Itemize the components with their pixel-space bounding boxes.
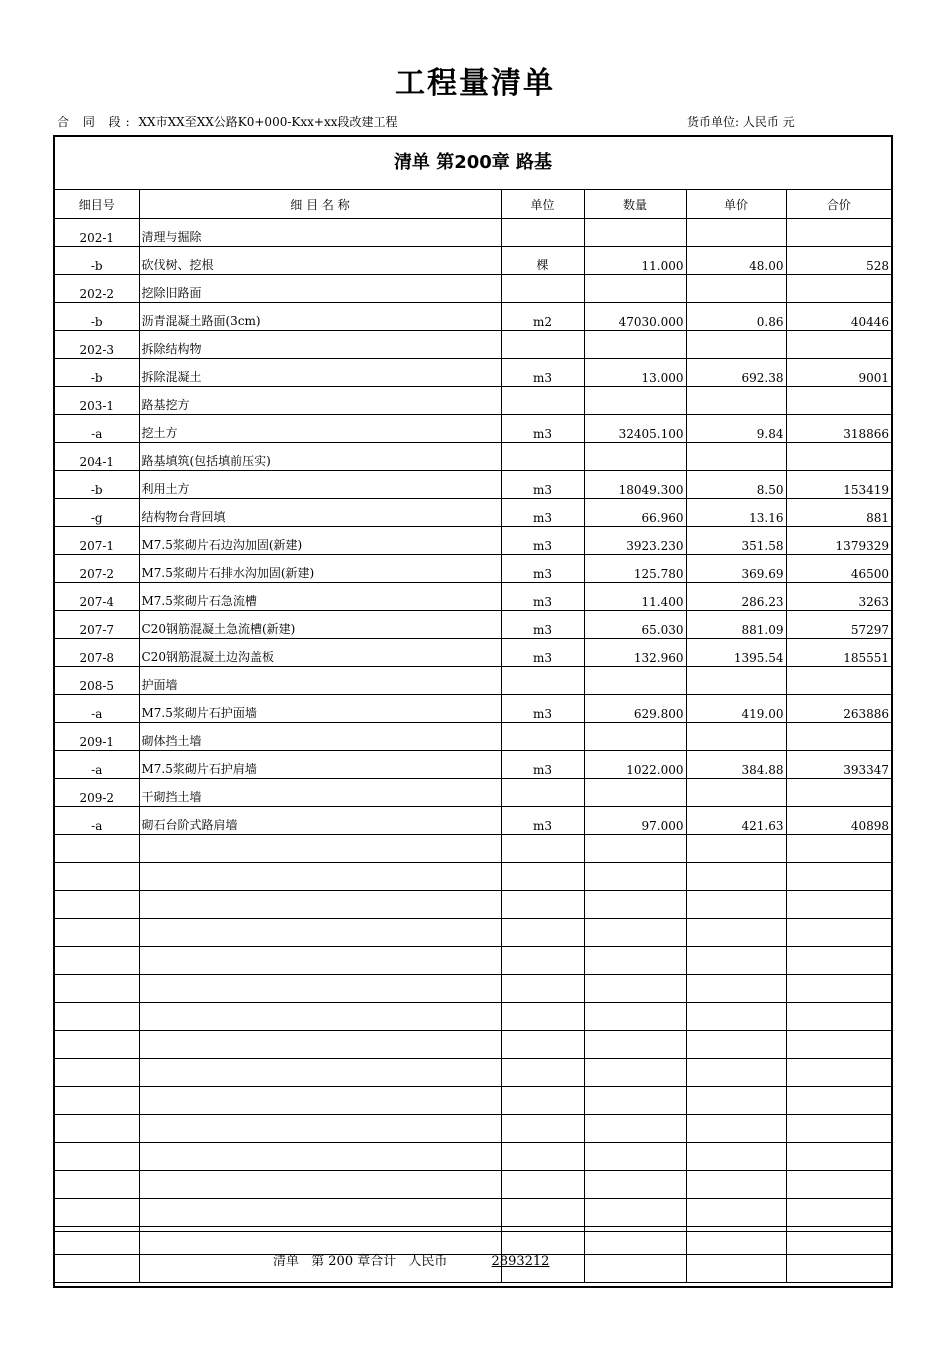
cell-unit: m3 [501, 751, 584, 779]
header-unit: 单位 [501, 190, 584, 219]
cell-total [786, 667, 891, 695]
cell-total [786, 919, 891, 947]
table-row [55, 443, 891, 471]
cell-total: 1379329 [786, 527, 891, 555]
table-row [55, 527, 891, 555]
cell-qty [584, 1031, 686, 1059]
table-row [55, 219, 891, 247]
cell-qty [584, 667, 686, 695]
cell-code [55, 947, 139, 975]
cell-name [139, 1171, 501, 1199]
cell-unit [501, 443, 584, 471]
cell-qty [584, 1199, 686, 1227]
cell-name: 挖土方 [139, 415, 501, 443]
cell-name: 砌石台阶式路肩墙 [139, 807, 501, 835]
cell-code [55, 1199, 139, 1227]
cell-qty [584, 1003, 686, 1031]
cell-code: -a [55, 751, 139, 779]
cell-qty [584, 919, 686, 947]
cell-name: 结构物台背回填 [139, 499, 501, 527]
cell-qty [584, 947, 686, 975]
cell-price [686, 975, 786, 1003]
table-row [55, 975, 891, 1003]
cell-unit: 棵 [501, 247, 584, 275]
cell-name: C20钢筋混凝土急流槽(新建) [139, 611, 501, 639]
cell-price [686, 331, 786, 359]
cell-code: 202-2 [55, 275, 139, 303]
cell-price [686, 891, 786, 919]
cell-qty: 132.960 [584, 639, 686, 667]
cell-price: 9.84 [686, 415, 786, 443]
cell-total [786, 1059, 891, 1087]
cell-price: 421.63 [686, 807, 786, 835]
cell-price [686, 1171, 786, 1199]
cell-code [55, 1143, 139, 1171]
table-row [55, 247, 891, 275]
cell-name [139, 1003, 501, 1031]
cell-unit [501, 1115, 584, 1143]
cell-code: -a [55, 807, 139, 835]
cell-code: 207-7 [55, 611, 139, 639]
cell-unit [501, 331, 584, 359]
table-row [55, 835, 891, 863]
cell-total [786, 863, 891, 891]
cell-price [686, 1087, 786, 1115]
cell-code: -b [55, 303, 139, 331]
cell-unit: m3 [501, 695, 584, 723]
cell-total [786, 1003, 891, 1031]
cell-code: 207-1 [55, 527, 139, 555]
cell-price [686, 1143, 786, 1171]
cell-unit: m3 [501, 499, 584, 527]
document-title: 工程量清单 [395, 66, 555, 101]
cell-code: -b [55, 359, 139, 387]
cell-unit: m3 [501, 359, 584, 387]
cell-price: 1395.54 [686, 639, 786, 667]
cell-code: -a [55, 695, 139, 723]
cell-qty [584, 863, 686, 891]
cell-code [55, 1115, 139, 1143]
total-row [55, 1231, 891, 1286]
cell-qty [584, 331, 686, 359]
cell-name: 沥青混凝土路面(3cm) [139, 303, 501, 331]
cell-total: 263886 [786, 695, 891, 723]
cell-total [786, 975, 891, 1003]
cell-qty [584, 835, 686, 863]
cell-unit: m3 [501, 555, 584, 583]
cell-price: 419.00 [686, 695, 786, 723]
cell-unit [501, 835, 584, 863]
cell-name [139, 1031, 501, 1059]
cell-name [139, 1199, 501, 1227]
cell-code: 202-3 [55, 331, 139, 359]
currency-value: 人民币 元 [742, 115, 795, 129]
cell-price: 8.50 [686, 471, 786, 499]
cell-name: 护面墙 [139, 667, 501, 695]
cell-qty [584, 443, 686, 471]
cell-name [139, 1059, 501, 1087]
cell-name: 拆除混凝土 [139, 359, 501, 387]
cell-qty [584, 219, 686, 247]
cell-qty: 66.960 [584, 499, 686, 527]
cell-name: M7.5浆砌片石护肩墙 [139, 751, 501, 779]
cell-price [686, 1199, 786, 1227]
contract-label: 合 同 段: [57, 115, 135, 129]
cell-code: 207-8 [55, 639, 139, 667]
cell-total [786, 219, 891, 247]
table-row [55, 1059, 891, 1087]
cell-name: 路基填筑(包括填前压实) [139, 443, 501, 471]
cell-name: 利用土方 [139, 471, 501, 499]
cell-total [786, 835, 891, 863]
cell-unit [501, 723, 584, 751]
table-row [55, 611, 891, 639]
cell-code: -b [55, 471, 139, 499]
cell-code [55, 891, 139, 919]
table-row [55, 1003, 891, 1031]
header-total: 合价 [786, 190, 891, 219]
cell-price [686, 1003, 786, 1031]
cell-price [686, 1059, 786, 1087]
cell-total: 393347 [786, 751, 891, 779]
cell-price: 13.16 [686, 499, 786, 527]
cell-qty [584, 387, 686, 415]
total-label-chapter: 第 200 章合计 [311, 1254, 397, 1269]
cell-price [686, 835, 786, 863]
cell-qty: 47030.000 [584, 303, 686, 331]
cell-unit: m2 [501, 303, 584, 331]
cell-total: 3263 [786, 583, 891, 611]
cell-unit [501, 387, 584, 415]
cell-price [686, 947, 786, 975]
cell-total [786, 443, 891, 471]
cell-name [139, 835, 501, 863]
cell-total: 57297 [786, 611, 891, 639]
table-body [55, 219, 891, 1283]
cell-price [686, 667, 786, 695]
cell-total [786, 1115, 891, 1143]
cell-code [55, 975, 139, 1003]
cell-total [786, 275, 891, 303]
cell-unit: m3 [501, 807, 584, 835]
cell-total [786, 1199, 891, 1227]
cell-qty [584, 891, 686, 919]
cell-total [786, 1143, 891, 1171]
cell-unit [501, 1031, 584, 1059]
cell-price [686, 219, 786, 247]
cell-name [139, 919, 501, 947]
table-row [55, 359, 891, 387]
cell-unit [501, 1143, 584, 1171]
table-row [55, 695, 891, 723]
bill-table [55, 190, 891, 1283]
cell-name [139, 863, 501, 891]
table-row [55, 499, 891, 527]
cell-name: M7.5浆砌片石护面墙 [139, 695, 501, 723]
cell-code [55, 1059, 139, 1087]
table-row [55, 947, 891, 975]
cell-code: 208-5 [55, 667, 139, 695]
cell-price: 0.86 [686, 303, 786, 331]
total-label-currency: 人民币 [408, 1254, 448, 1269]
cell-code [55, 1003, 139, 1031]
cell-price: 369.69 [686, 555, 786, 583]
cell-code: 209-2 [55, 779, 139, 807]
header-qty: 数量 [584, 190, 686, 219]
table-row [55, 723, 891, 751]
table-row [55, 667, 891, 695]
cell-unit: m3 [501, 471, 584, 499]
cell-unit [501, 947, 584, 975]
cell-unit: m3 [501, 527, 584, 555]
cell-name: 路基挖方 [139, 387, 501, 415]
table-row [55, 1115, 891, 1143]
cell-code [55, 863, 139, 891]
cell-qty: 13.000 [584, 359, 686, 387]
cell-total [786, 779, 891, 807]
cell-total [786, 331, 891, 359]
cell-unit [501, 1087, 584, 1115]
cell-name: M7.5浆砌片石排水沟加固(新建) [139, 555, 501, 583]
table-row [55, 807, 891, 835]
cell-price: 286.23 [686, 583, 786, 611]
cell-name: M7.5浆砌片石急流槽 [139, 583, 501, 611]
cell-price [686, 779, 786, 807]
cell-code: 204-1 [55, 443, 139, 471]
cell-total [786, 723, 891, 751]
cell-qty: 11.400 [584, 583, 686, 611]
table-row [55, 303, 891, 331]
cell-code: -a [55, 415, 139, 443]
cell-code: 207-2 [55, 555, 139, 583]
cell-price [686, 443, 786, 471]
cell-total: 40446 [786, 303, 891, 331]
cell-qty: 125.780 [584, 555, 686, 583]
chapter-title: 清单 第200章 路基 [55, 137, 891, 190]
cell-total: 9001 [786, 359, 891, 387]
cell-total: 318866 [786, 415, 891, 443]
table-row [55, 415, 891, 443]
table-row [55, 779, 891, 807]
cell-code [55, 919, 139, 947]
cell-code: 202-1 [55, 219, 139, 247]
table-row [55, 863, 891, 891]
cell-total [786, 1087, 891, 1115]
table-row [55, 891, 891, 919]
cell-name [139, 1087, 501, 1115]
cell-unit: m3 [501, 639, 584, 667]
cell-price [686, 387, 786, 415]
table-row [55, 1199, 891, 1227]
cell-unit [501, 779, 584, 807]
header-price: 单价 [686, 190, 786, 219]
cell-name [139, 1143, 501, 1171]
cell-unit: m3 [501, 611, 584, 639]
cell-name [139, 891, 501, 919]
cell-price [686, 1031, 786, 1059]
table-header-row [55, 190, 891, 219]
cell-qty [584, 779, 686, 807]
table-row [55, 555, 891, 583]
cell-qty: 65.030 [584, 611, 686, 639]
total-value: 2893212 [491, 1254, 550, 1269]
cell-unit [501, 1059, 584, 1087]
currency-label: 货币单位: [687, 115, 740, 129]
cell-total: 153419 [786, 471, 891, 499]
cell-total [786, 1031, 891, 1059]
cell-total [786, 947, 891, 975]
cell-qty [584, 1115, 686, 1143]
table-row [55, 919, 891, 947]
cell-qty: 1022.000 [584, 751, 686, 779]
cell-code: -b [55, 247, 139, 275]
cell-price: 351.58 [686, 527, 786, 555]
table-row [55, 1143, 891, 1171]
table-row [55, 387, 891, 415]
cell-code [55, 835, 139, 863]
cell-name: 拆除结构物 [139, 331, 501, 359]
cell-qty: 97.000 [584, 807, 686, 835]
table-row [55, 1087, 891, 1115]
cell-unit [501, 1003, 584, 1031]
cell-name: 干砌挡土墙 [139, 779, 501, 807]
cell-code [55, 1031, 139, 1059]
cell-code: 207-4 [55, 583, 139, 611]
cell-name: C20钢筋混凝土边沟盖板 [139, 639, 501, 667]
cell-qty: 32405.100 [584, 415, 686, 443]
cell-total: 185551 [786, 639, 891, 667]
cell-total [786, 387, 891, 415]
cell-unit: m3 [501, 415, 584, 443]
bill-sheet [53, 135, 893, 1288]
cell-name: 挖除旧路面 [139, 275, 501, 303]
cell-qty [584, 723, 686, 751]
cell-unit [501, 219, 584, 247]
cell-qty: 18049.300 [584, 471, 686, 499]
cell-price [686, 275, 786, 303]
cell-price [686, 723, 786, 751]
cell-price: 48.00 [686, 247, 786, 275]
cell-code: -g [55, 499, 139, 527]
cell-price: 692.38 [686, 359, 786, 387]
table-row [55, 471, 891, 499]
cell-price [686, 919, 786, 947]
cell-name [139, 1115, 501, 1143]
contract-info [57, 113, 397, 130]
cell-unit [501, 891, 584, 919]
cell-total: 40898 [786, 807, 891, 835]
cell-total: 528 [786, 247, 891, 275]
currency-info [687, 113, 795, 130]
table-row [55, 583, 891, 611]
cell-unit [501, 1199, 584, 1227]
cell-name: M7.5浆砌片石边沟加固(新建) [139, 527, 501, 555]
cell-code [55, 1171, 139, 1199]
table-row [55, 1031, 891, 1059]
total-label-list: 清单 [273, 1254, 300, 1269]
table-row [55, 1171, 891, 1199]
total-text [273, 1250, 557, 1269]
cell-qty: 11.000 [584, 247, 686, 275]
header-code: 细目号 [55, 190, 139, 219]
cell-qty [584, 1087, 686, 1115]
cell-total: 881 [786, 499, 891, 527]
contract-value: XX市XX至XX公路K0+000-Kxx+xx段改建工程 [138, 115, 398, 129]
header-name: 细 目 名 称 [139, 190, 501, 219]
table-row [55, 751, 891, 779]
cell-qty: 3923.230 [584, 527, 686, 555]
cell-code [55, 1087, 139, 1115]
cell-name [139, 975, 501, 1003]
cell-unit [501, 863, 584, 891]
cell-qty [584, 275, 686, 303]
table-row [55, 639, 891, 667]
cell-price [686, 863, 786, 891]
cell-code: 209-1 [55, 723, 139, 751]
cell-qty [584, 975, 686, 1003]
cell-price: 881.09 [686, 611, 786, 639]
cell-name: 清理与掘除 [139, 219, 501, 247]
cell-name: 砍伐树、挖根 [139, 247, 501, 275]
cell-total [786, 891, 891, 919]
cell-unit [501, 1171, 584, 1199]
cell-price: 384.88 [686, 751, 786, 779]
cell-unit [501, 919, 584, 947]
cell-unit [501, 275, 584, 303]
cell-code: 203-1 [55, 387, 139, 415]
cell-price [686, 1115, 786, 1143]
table-row [55, 275, 891, 303]
cell-unit [501, 975, 584, 1003]
cell-total: 46500 [786, 555, 891, 583]
cell-unit: m3 [501, 583, 584, 611]
cell-qty [584, 1059, 686, 1087]
cell-qty: 629.800 [584, 695, 686, 723]
cell-name: 砌体挡土墙 [139, 723, 501, 751]
cell-total [786, 1171, 891, 1199]
cell-unit [501, 667, 584, 695]
cell-qty [584, 1171, 686, 1199]
cell-name [139, 947, 501, 975]
cell-qty [584, 1143, 686, 1171]
table-row [55, 331, 891, 359]
